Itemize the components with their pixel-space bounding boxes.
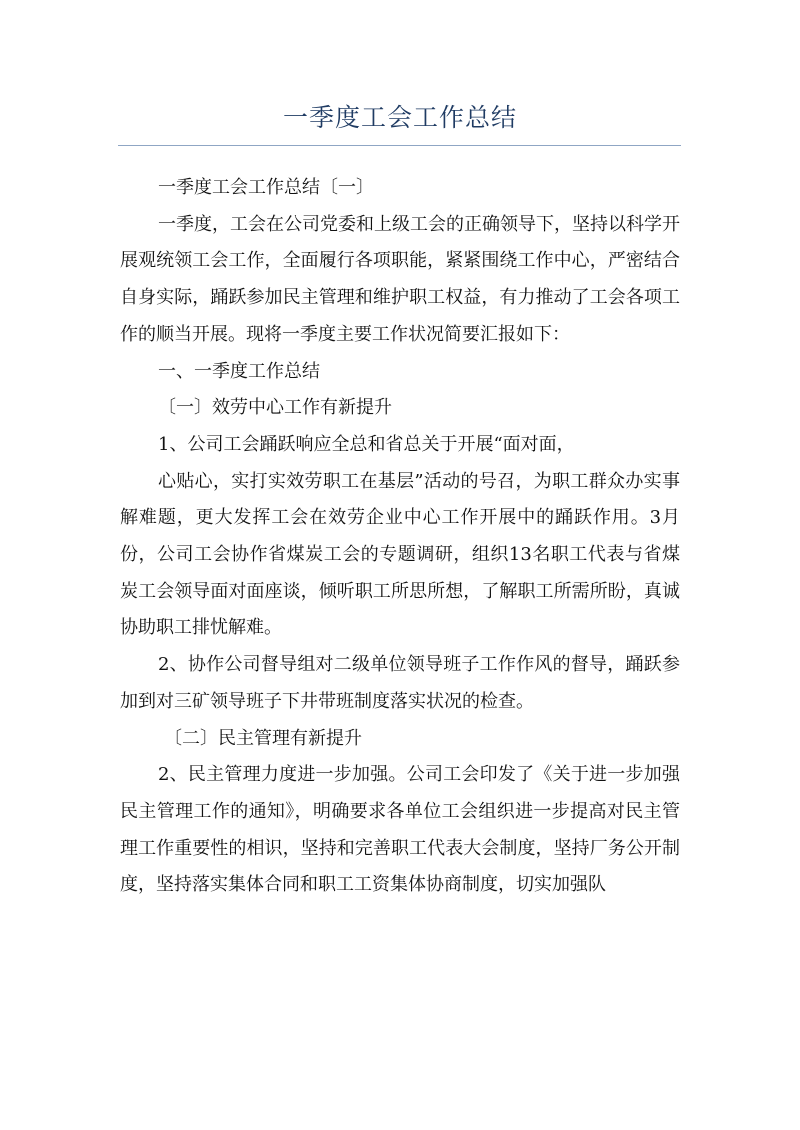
subsection-heading: 〔一〕效劳中心工作有新提升 bbox=[158, 397, 392, 419]
title-divider bbox=[118, 145, 681, 146]
list-item: 1、公司工会踊跃响应全总和省总关于开展“面对面， bbox=[158, 433, 575, 455]
list-item: 2、协作公司督导组对二级单位领导班子工作作风的督导，踊跃参加到对三矿领导班子下井带班制度落实状况的检查。 bbox=[120, 654, 680, 712]
section-heading: 一季度工会工作总结〔一〕 bbox=[158, 177, 374, 198]
body-paragraph: 一季度，工会在公司党委和上级工会的正确领导下，坚持以科学开展观统领工会工作，全面履行各项职能，紧紧围绕工作中心，严密结合自身实际，踊跃参加民主管理和维护职工权益，有力推动了工会各项工作的顺当开展。现将一季度主要工作状况简要汇报如下： bbox=[120, 213, 680, 345]
body-paragraph: 心贴心，实打实效劳职工在基层”活动的号召，为职工群众办实事解难题，更大发挥工会在效劳企业中心工作开展中的踊跃作用。3月份，公司工会协作省煤炭工会的专题调研，组织13名职工代表与省煤炭工会领导面对面座谈，倾听职工所思所想，了解职工所需所盼，真诚协助职工排忧解难。 bbox=[120, 470, 680, 639]
list-item: 2、民主管理力度进一步加强。公司工会印发了《关于进一步加强民主管理工作的通知》，明确要求各单位工会组织进一步提高对民主管理工作重要性的相识，坚持和完善职工代表大会制度，坚持厂务公开制度，坚持落实集体合同和职工工资集体协商制度，切实加强队 bbox=[120, 764, 680, 896]
section-heading: 一、一季度工作总结 bbox=[158, 360, 320, 382]
subsection-heading: 〔二〕民主管理有新提升 bbox=[164, 727, 362, 749]
document-title: 一季度工会工作总结 bbox=[282, 103, 517, 132]
document-body bbox=[120, 170, 680, 904]
